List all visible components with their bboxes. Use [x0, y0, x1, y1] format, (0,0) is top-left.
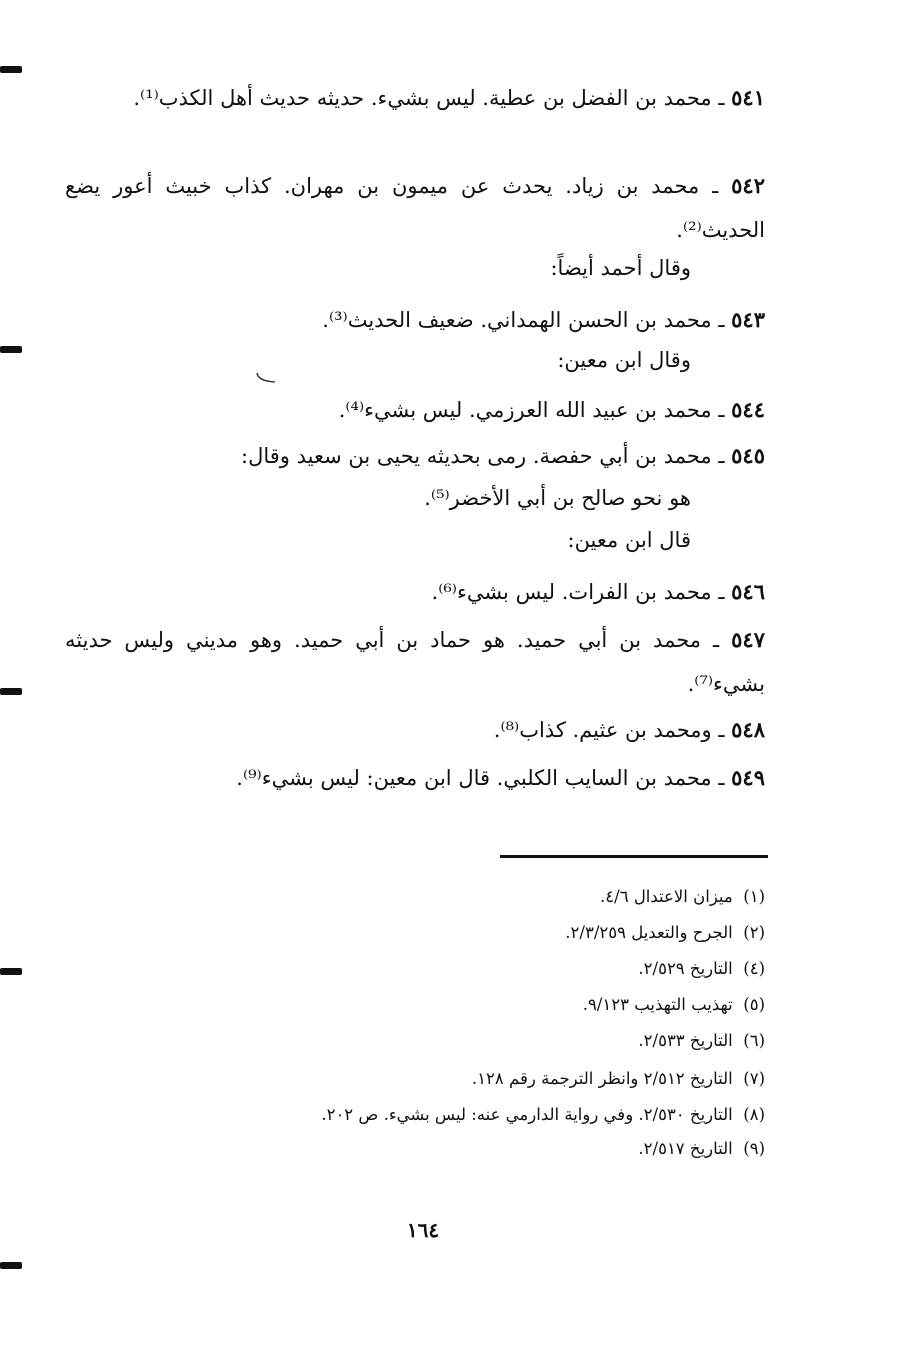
entry-number: ٥٤٦: [731, 579, 765, 604]
footnote-mark: (٩): [743, 1139, 765, 1158]
footnote: [638, 1030, 765, 1052]
entry-number: ٥٤٣: [731, 307, 765, 332]
entry-continuation: قال ابن معين:: [567, 528, 691, 552]
footnote-mark: (٦): [743, 1031, 765, 1050]
entry-542: ٥٤٢ ـ محمد بن زياد. يحدث عن ميمون بن مهران. كذاب خبيث أعور يضع الحديث⁽²⁾.: [65, 173, 765, 242]
footnote-text: تهذيب التهذيب ٩/١٢٣.: [582, 995, 733, 1014]
footnote: [321, 1104, 765, 1126]
entry-543: ٥٤٣ ـ محمد بن الحسن الهمداني. ضعيف الحديث⁽³⁾.: [322, 307, 765, 332]
footnote-mark: (٧): [743, 1069, 765, 1088]
scan-edge-mark: [0, 688, 22, 695]
entry-text: محمد بن السايب الكلبي. قال ابن معين: ليس بشيء⁽⁹⁾.: [236, 766, 712, 790]
page-number: ١٦٤: [406, 1218, 440, 1242]
entry-number: ٥٤٨: [731, 717, 765, 742]
footnote: [600, 886, 765, 908]
entry-number: ٥٤٤: [731, 397, 765, 422]
entry-continuation: هو نحو صالح بن أبي الأخضر⁽⁵⁾.: [424, 486, 691, 510]
entry-number: ٥٤٧: [731, 627, 765, 652]
entry-544: ٥٤٤ ـ محمد بن عبيد الله العرزمي. ليس بشيء⁽⁴⁾.: [338, 397, 765, 422]
footnote: [638, 1138, 765, 1160]
footnote-text: التاريخ ٢/٥١٧.: [638, 1139, 733, 1158]
footnote: [638, 958, 765, 980]
entry-text: محمد بن عبيد الله العرزمي. ليس بشيء⁽⁴⁾.: [338, 398, 712, 422]
footnote: [472, 1068, 765, 1090]
footnote: [583, 994, 765, 1016]
scan-edge-mark: [0, 66, 22, 73]
entry-text: محمد بن الفضل بن عطية. ليس بشيء. حديثه حديث أهل الكذب⁽¹⁾.: [133, 86, 712, 110]
footnote-separator: [500, 855, 768, 858]
scan-edge-mark: [0, 346, 22, 353]
entry-text: محمد بن أبي حميد. هو حماد بن أبي حميد. وهو مديني وليس حديثه بشيء⁽⁷⁾.: [65, 628, 765, 696]
entry-continuation: وقال ابن معين:: [557, 348, 691, 372]
entry-text: محمد بن الفرات. ليس بشيء⁽⁶⁾.: [431, 580, 712, 604]
scan-edge-mark: [0, 1262, 22, 1269]
footnote-text: ميزان الاعتدال ٤/٦.: [600, 887, 733, 906]
entry-546: ٥٤٦ ـ محمد بن الفرات. ليس بشيء⁽⁶⁾.: [431, 579, 765, 604]
footnote-mark: (٥): [743, 995, 765, 1014]
footnote-text: التاريخ ٢/٥٣٠. وفي رواية الدارمي عنه: ليس بشيء. ص ٢٠٢.: [321, 1105, 733, 1124]
entry-continuation: وقال أحمد أيضاً:: [550, 256, 691, 280]
footnote-mark: (٨): [743, 1105, 765, 1124]
entry-545: ٥٤٥ ـ محمد بن أبي حفصة. رمى بحديثه يحيى بن سعيد وقال:: [241, 443, 765, 468]
entry-number: ٥٤٢: [731, 173, 765, 198]
footnote-text: الجرح والتعديل ٢/٣/٢٥٩.: [565, 923, 733, 942]
entry-547: ٥٤٧ ـ محمد بن أبي حميد. هو حماد بن أبي حميد. وهو مديني وليس حديثه بشيء⁽⁷⁾.: [65, 627, 765, 696]
entry-541: ٥٤١ ـ محمد بن الفضل بن عطية. ليس بشيء. حديثه حديث أهل الكذب⁽¹⁾.: [133, 85, 765, 110]
stray-pen-mark: [255, 372, 277, 384]
entry-text: ومحمد بن عثيم. كذاب⁽⁸⁾.: [493, 718, 712, 742]
footnote-mark: (٤): [743, 959, 765, 978]
entry-text: محمد بن أبي حفصة. رمى بحديثه يحيى بن سعيد وقال:: [241, 444, 712, 468]
entry-number: ٥٤٩: [731, 765, 765, 790]
entry-text: محمد بن زياد. يحدث عن ميمون بن مهران. كذاب خبيث أعور يضع الحديث⁽²⁾.: [65, 174, 765, 242]
footnote: [565, 922, 765, 944]
entry-number: ٥٤٥: [731, 443, 765, 468]
entry-549: ٥٤٩ ـ محمد بن السايب الكلبي. قال ابن معين: ليس بشيء⁽⁹⁾.: [236, 765, 765, 790]
footnote-text: التاريخ ٢/٥٣٣.: [638, 1031, 733, 1050]
footnote-mark: (٢): [743, 923, 765, 942]
footnote-text: التاريخ ٢/٥٢٩.: [638, 959, 733, 978]
entry-text: محمد بن الحسن الهمداني. ضعيف الحديث⁽³⁾.: [322, 308, 712, 332]
entry-number: ٥٤١: [731, 85, 765, 110]
footnote-mark: (١): [743, 887, 765, 906]
entry-548: ٥٤٨ ـ ومحمد بن عثيم. كذاب⁽⁸⁾.: [493, 717, 765, 742]
scan-edge-mark: [0, 968, 22, 975]
footnote-text: التاريخ ٢/٥١٢ وانظر الترجمة رقم ١٢٨.: [471, 1069, 733, 1088]
